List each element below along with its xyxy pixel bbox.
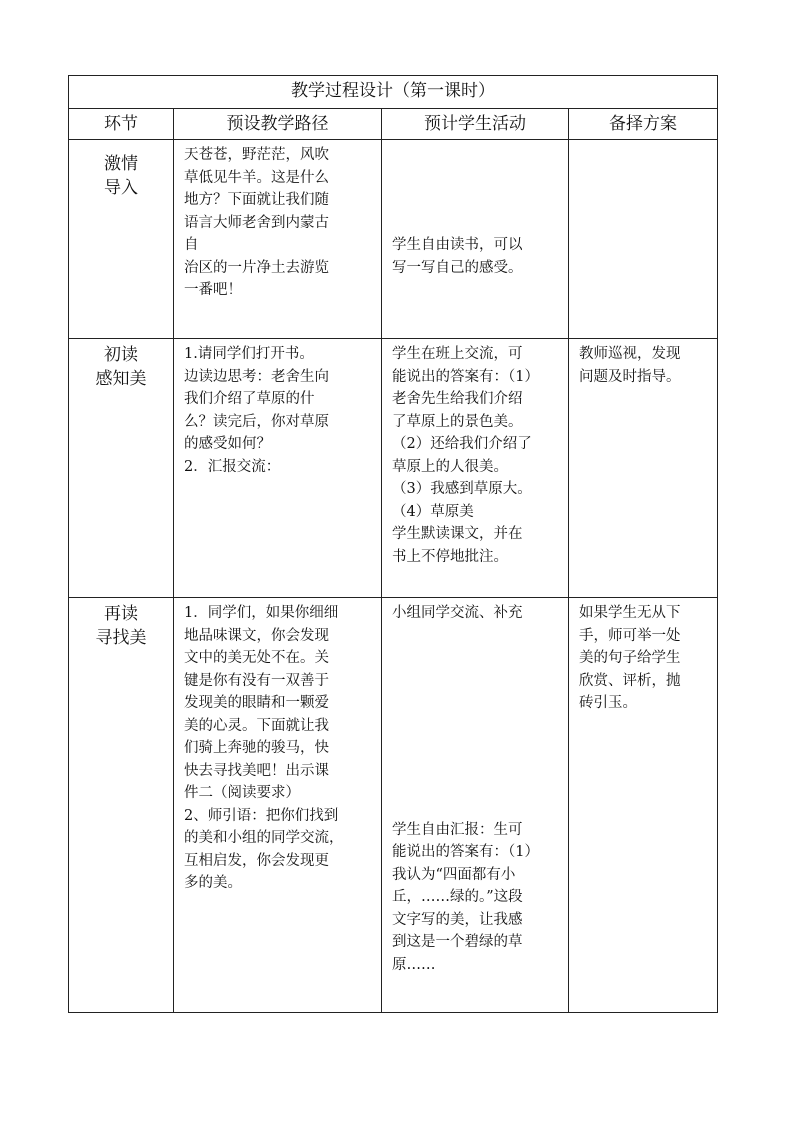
stage-line: 寻找美 <box>95 628 147 648</box>
header-teaching-path: 预设教学路径 <box>174 109 382 140</box>
alternative-plan-cell <box>569 598 718 1013</box>
text-line: 如果学生无从下 <box>579 605 681 621</box>
text-line: 原…… <box>392 956 436 973</box>
text-line: （4）草原美 <box>392 503 474 520</box>
text-line: 发现美的眼睛和一颗爱 <box>184 695 329 711</box>
text-line: 的美和小组的同学交流， <box>184 830 344 846</box>
text-line: 自 <box>184 237 199 253</box>
text-line: 草低见牛羊。这是什么 <box>184 169 329 186</box>
text-line: 我认为“四面都有小 <box>392 866 516 883</box>
student-activity-cell <box>382 140 569 339</box>
text-line: 小组同学交流、补充 <box>392 605 523 621</box>
text-line: 我们介绍了草原的什 <box>184 391 315 407</box>
text-line: 件二（阅读要求） <box>184 785 300 801</box>
teaching-path-cell <box>174 598 382 1013</box>
text-line: 2．汇报交流： <box>184 458 281 475</box>
text-line: 美的句子给学生 <box>579 650 681 666</box>
text-line: 地品味课文，你会发现 <box>184 627 329 644</box>
stage-line: 激情 <box>104 154 138 174</box>
text-line: 的感受如何？ <box>184 436 271 452</box>
student-activity-cell <box>382 339 569 598</box>
text-line: 问题及时指导。 <box>579 368 681 385</box>
stage-line: 初读 <box>104 345 138 365</box>
text-line: 欣赏、评析，抛 <box>579 672 681 689</box>
lesson-design-table <box>68 75 718 1013</box>
header-stage: 环节 <box>69 109 174 140</box>
stage-line: 感知美 <box>95 369 147 389</box>
text-line: 到这是一个碧绿的草 <box>392 934 523 950</box>
text-line: 文字写的美，让我感 <box>392 911 523 928</box>
table-row <box>69 598 718 1013</box>
text-line: 文中的美无处不在。关 <box>184 650 329 666</box>
text-line: 快去寻找美吧！出示课 <box>184 762 329 779</box>
text-line: 键是你有没有一双善于 <box>184 672 329 689</box>
text-line: 草原上的人很美。 <box>392 458 508 475</box>
table-title: 教学过程设计（第一课时） <box>69 76 718 109</box>
text-line: 了草原上的景色美。 <box>392 413 523 430</box>
text-line: 1．同学们，如果你细细 <box>184 605 339 621</box>
header-alternative-plan: 备择方案 <box>569 109 718 140</box>
text-line: 多的美。 <box>184 875 242 891</box>
stage-cell <box>69 598 174 1013</box>
text-line: 教师巡视，发现 <box>579 346 681 362</box>
text-line: 丘，……绿的。”这段 <box>392 889 523 905</box>
text-line: 老舍先生给我们介绍 <box>392 391 523 407</box>
text-line: 么？读完后，你对草原 <box>184 413 329 430</box>
text-line: 学生自由汇报：生可 <box>392 821 523 838</box>
text-line: 地方？下面就让我们随 <box>184 192 329 208</box>
text-line: 们骑上奔驰的骏马，快 <box>184 740 329 756</box>
text-line: 一番吧！ <box>184 282 242 298</box>
text-line: （2）还给我们介绍了 <box>392 436 532 452</box>
text-line: 手，师可举一处 <box>579 627 681 644</box>
header-student-activity: 预计学生活动 <box>382 109 569 140</box>
teaching-path-cell <box>174 339 382 598</box>
text-line: 能说出的答案有：（1） <box>392 368 539 385</box>
text-line: 边读边思考：老舍生向 <box>184 368 329 385</box>
text-line: 砖引玉。 <box>579 695 637 711</box>
text-line: 1.请同学们打开书。 <box>184 346 314 362</box>
text-line: 学生自由读书，可以 <box>392 237 523 253</box>
table-row <box>69 140 718 339</box>
text-line: 书上不停地批注。 <box>392 548 508 565</box>
student-activity-cell <box>382 598 569 1013</box>
text-line: 学生默读课文，并在 <box>392 526 523 542</box>
stage-line: 导入 <box>104 178 138 198</box>
text-line: 治区的一片净土去游览 <box>184 259 329 276</box>
stage-line: 再读 <box>104 604 138 624</box>
table-row <box>69 339 718 598</box>
text-line: 语言大师老舍到内蒙古 <box>184 214 329 231</box>
stage-cell <box>69 339 174 598</box>
teaching-path-cell <box>174 140 382 339</box>
text-line: 能说出的答案有：（1） <box>392 844 539 860</box>
text-line: 美的心灵。下面就让我 <box>184 717 329 734</box>
text-line: 学生在班上交流，可 <box>392 346 523 362</box>
stage-cell <box>69 140 174 339</box>
alternative-plan-cell <box>569 339 718 598</box>
text-line: 2、师引语：把你们找到 <box>184 807 339 824</box>
text-line: （3）我感到草原大。 <box>392 481 532 497</box>
text-line: 互相启发，你会发现更 <box>184 852 329 869</box>
alternative-plan-cell <box>569 140 718 339</box>
text-line: 天苍苍，野茫茫，风吹 <box>184 147 329 163</box>
text-line: 写一写自己的感受。 <box>392 259 523 276</box>
